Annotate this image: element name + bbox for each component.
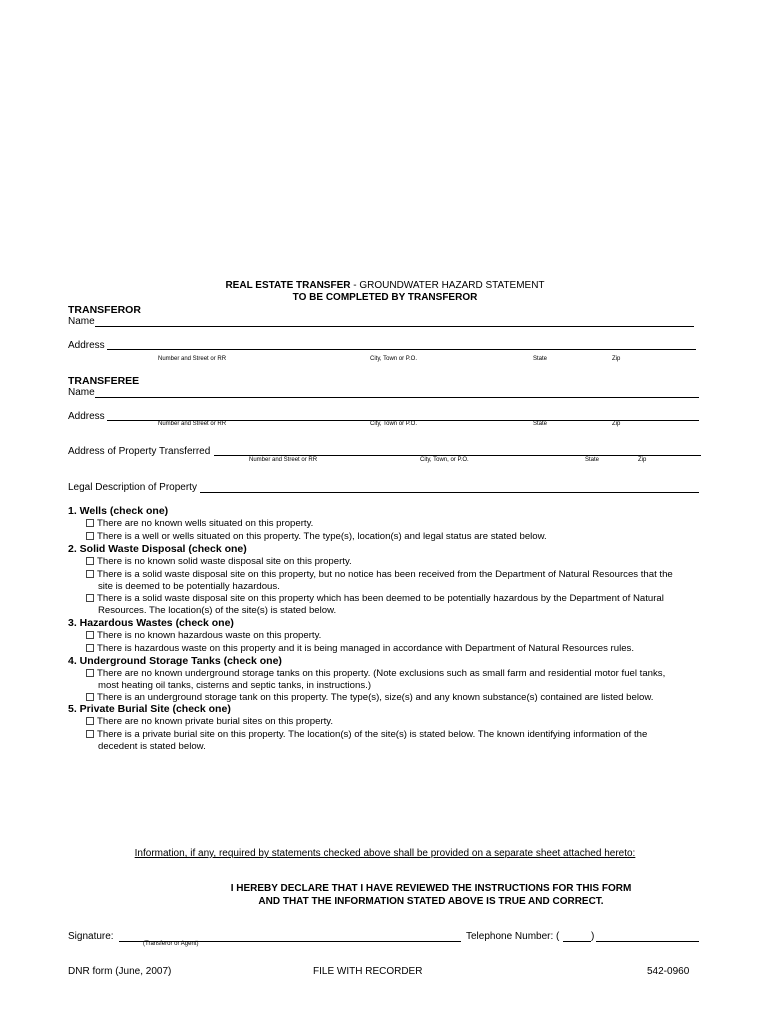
option-continuation: site is deemed to be potentially hazardous. [98, 581, 280, 592]
property-sub-street: Number and Street or RR [249, 457, 318, 463]
legal-description-line [200, 492, 699, 493]
telephone-line [596, 941, 699, 942]
telephone-field[interactable] [598, 929, 697, 940]
transferee-sub-city: City, Town or P.O. [370, 421, 418, 427]
burial-option-none[interactable] [86, 716, 333, 727]
form-title [0, 280, 770, 291]
option-text: There is hazardous waste on this property and it is being managed in accordance with Department of Natural Resources rules. [97, 643, 634, 654]
transferor-name-label: Name [68, 316, 95, 327]
section-wells-heading: 1. Wells (check one) [68, 505, 169, 517]
transferor-heading: TRANSFEROR [68, 304, 141, 316]
section-solid-waste-heading: 2. Solid Waste Disposal (check one) [68, 543, 247, 555]
transferee-name-field[interactable] [98, 385, 693, 396]
transferee-heading: TRANSFEREE [68, 375, 140, 387]
area-code-line [563, 941, 591, 942]
title-rest: - GROUNDWATER HAZARD STATEMENT [350, 280, 545, 291]
telephone-close-paren: ) [591, 931, 595, 942]
checkbox-icon[interactable] [86, 669, 94, 677]
option-text: There are no known wells situated on this property. [97, 518, 314, 529]
burial-option-present[interactable] [86, 729, 647, 740]
option-text: There is a private burial site on this property. The location(s) of the site(s) is stated below. The known identifying information of the [97, 729, 648, 740]
title-bold: REAL ESTATE TRANSFER [225, 280, 351, 291]
declaration-line-1: I HEREBY DECLARE THAT I HAVE REVIEWED THE INSTRUCTIONS FOR THIS FORM [230, 883, 632, 894]
signature-field[interactable] [122, 929, 457, 940]
wells-option-present[interactable] [86, 531, 547, 542]
solid-waste-option-hazardous[interactable] [86, 593, 664, 604]
area-code-field[interactable] [564, 929, 590, 940]
checkbox-icon[interactable] [86, 570, 94, 578]
checkbox-icon[interactable] [86, 730, 94, 738]
solid-waste-option-none[interactable] [86, 556, 352, 567]
transferee-sub-street: Number and Street or RR [158, 421, 227, 427]
transferor-name-line [95, 326, 694, 327]
telephone-label: Telephone Number: ( [466, 931, 560, 942]
transferor-address-field[interactable] [110, 337, 690, 348]
checkbox-icon[interactable] [86, 693, 94, 701]
checkbox-icon[interactable] [86, 717, 94, 725]
checkbox-icon[interactable] [86, 644, 94, 652]
option-continuation: decedent is stated below. [98, 741, 206, 752]
transferor-name-field[interactable] [98, 314, 688, 325]
signature-sub: (Transferor or Agent) [143, 941, 199, 947]
transferee-name-line [95, 397, 699, 398]
option-text: There is a solid waste disposal site on this property, but no notice has been received from the Department of Natural Resources that the [97, 569, 673, 580]
section-tanks-heading: 4. Underground Storage Tanks (check one) [68, 655, 282, 667]
legal-description-label: Legal Description of Property [68, 482, 197, 493]
option-continuation: Resources. The location(s) of the site(s) is stated below. [98, 605, 337, 616]
checkbox-icon[interactable] [86, 532, 94, 540]
transferor-address-label: Address [68, 340, 105, 351]
property-address-field[interactable] [218, 443, 696, 454]
hazardous-option-managed[interactable] [86, 643, 634, 654]
signature-label: Signature: [68, 931, 114, 942]
option-text: There are no known private burial sites on this property. [97, 716, 334, 727]
property-sub-zip: Zip [638, 457, 647, 463]
hazardous-option-none[interactable] [86, 630, 321, 641]
transferee-sub-zip: Zip [612, 421, 621, 427]
checkbox-icon[interactable] [86, 631, 94, 639]
transferor-sub-city: City, Town or P.O. [370, 356, 418, 362]
property-address-line [214, 455, 701, 456]
transferor-sub-state: State [533, 356, 548, 362]
legal-description-field[interactable] [204, 480, 694, 491]
option-text: There is a well or wells situated on this property. The type(s), location(s) and legal status are stated below. [97, 531, 547, 542]
option-text: There are no known underground storage tanks on this property. (Note exclusions such as small farm and residential motor fuel tanks, [97, 668, 666, 679]
checkbox-icon[interactable] [86, 557, 94, 565]
transferee-sub-state: State [533, 421, 548, 427]
footer-form-number: 542-0960 [647, 966, 690, 977]
transferee-address-field[interactable] [110, 408, 693, 419]
footer-file-with-recorder: FILE WITH RECORDER [313, 966, 423, 977]
form-subtitle: TO BE COMPLETED BY TRANSFEROR [292, 292, 478, 303]
solid-waste-option-not-hazardous[interactable] [86, 569, 673, 580]
section-burial-heading: 5. Private Burial Site (check one) [68, 703, 231, 715]
footer-form-id: DNR form (June, 2007) [68, 966, 172, 977]
transferee-address-label: Address [68, 411, 105, 422]
checkbox-icon[interactable] [86, 519, 94, 527]
option-text: There is no known hazardous waste on this property. [97, 630, 322, 641]
transferee-name-label: Name [68, 387, 95, 398]
declaration-line-2: AND THAT THE INFORMATION STATED ABOVE IS TRUE AND CORRECT. [258, 896, 604, 907]
transferor-address-line [107, 349, 696, 350]
wells-option-none[interactable] [86, 518, 313, 529]
property-sub-state: State [585, 457, 600, 463]
property-address-label: Address of Property Transferred [68, 446, 211, 457]
transferor-sub-zip: Zip [612, 356, 621, 362]
checkbox-icon[interactable] [86, 594, 94, 602]
option-text: There is an underground storage tank on this property. The type(s), size(s) and any known substance(s) contained are listed below. [97, 692, 654, 703]
tanks-option-present[interactable] [86, 692, 653, 703]
property-sub-city: City, Town, or P.O. [420, 457, 469, 463]
section-hazardous-heading: 3. Hazardous Wastes (check one) [68, 617, 234, 629]
tanks-option-none[interactable] [86, 668, 665, 679]
option-text: There is a solid waste disposal site on this property which has been deemed to be potentially hazardous by the Department of Natural [97, 593, 664, 604]
option-text: There is no known solid waste disposal site on this property. [97, 556, 352, 567]
info-note: Information, if any, required by statements checked above shall be provided on a separate sheet attached hereto: [134, 848, 636, 859]
option-continuation: most heating oil tanks, cisterns and septic tanks, in instructions.) [98, 680, 372, 691]
transferor-sub-street: Number and Street or RR [158, 356, 227, 362]
